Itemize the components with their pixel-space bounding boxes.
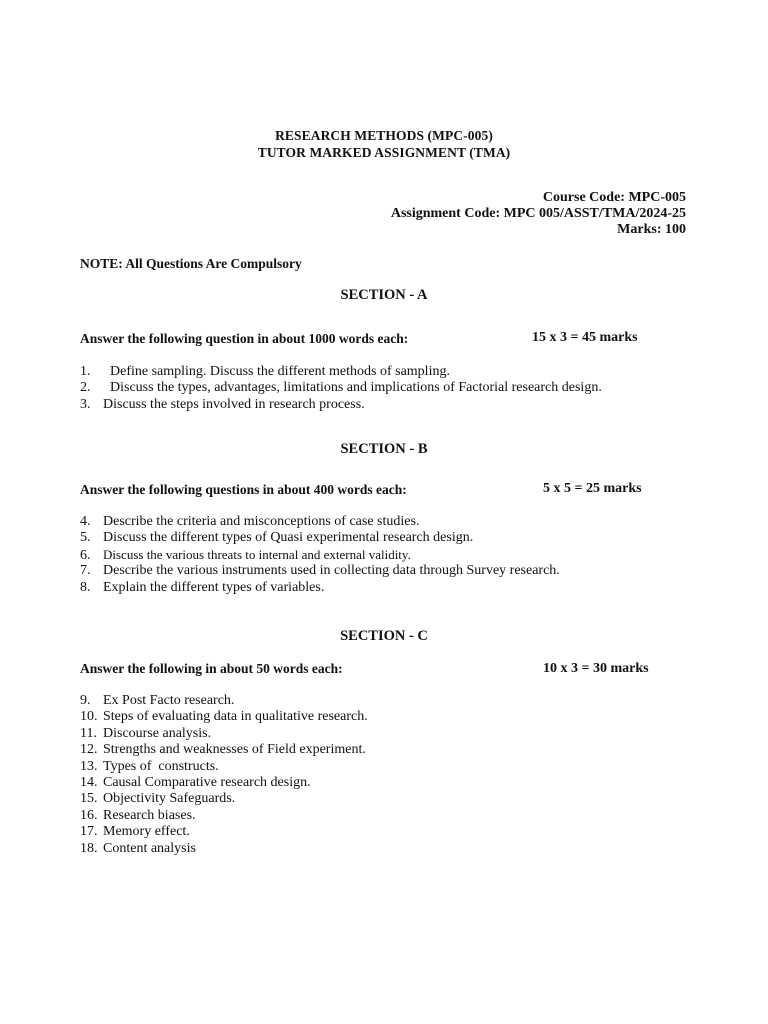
question-number: 10. xyxy=(80,709,98,725)
question-text: Strengths and weaknesses of Field experiment. xyxy=(103,742,366,758)
course-code: Course Code: MPC-005 xyxy=(542,190,686,205)
question-number: 4. xyxy=(80,514,91,529)
question-number: 16. xyxy=(80,807,98,823)
question-item xyxy=(80,580,560,596)
question-number: 17. xyxy=(80,824,98,840)
question-item xyxy=(80,759,368,775)
question-text: Describe the various instruments used in collecting data through Survey research. xyxy=(103,563,560,579)
question-item xyxy=(80,693,368,709)
question-text: Memory effect. xyxy=(103,824,190,840)
question-text: Explain the different types of variables. xyxy=(103,579,325,595)
question-item xyxy=(80,709,368,725)
section-b-instruction: Answer the following questions in about 400 words each: xyxy=(80,482,407,497)
question-number: 9. xyxy=(80,693,91,708)
section-c-questions xyxy=(80,693,368,857)
question-text: Discourse analysis. xyxy=(103,725,212,741)
question-text: Define sampling. Discuss the different methods of sampling. xyxy=(110,364,450,379)
question-item xyxy=(80,514,560,530)
question-item xyxy=(80,824,368,840)
section-a-marks: 15 x 3 = 45 marks xyxy=(532,330,638,345)
section-a-instruction: Answer the following question in about 1000 words each: xyxy=(80,331,409,346)
question-item xyxy=(80,841,368,857)
question-number: 14. xyxy=(80,774,98,790)
question-item xyxy=(80,775,368,791)
question-text: Discuss the various threats to internal and external validity. xyxy=(103,546,411,562)
document-title: RESEARCH METHODS (MPC-005) xyxy=(275,128,493,143)
total-marks: Marks: 100 xyxy=(617,222,686,237)
section-c-title: SECTION - C xyxy=(340,628,428,644)
question-number: 12. xyxy=(80,742,98,758)
section-c-marks: 10 x 3 = 30 marks xyxy=(543,661,649,676)
question-item xyxy=(80,364,602,380)
section-b-title: SECTION - B xyxy=(340,441,428,457)
question-number: 7. xyxy=(80,563,91,579)
question-text: Research biases. xyxy=(103,807,196,823)
question-item xyxy=(80,563,560,579)
question-text: Discuss the steps involved in research process. xyxy=(103,396,365,412)
question-number: 11. xyxy=(80,725,97,741)
document-subtitle: TUTOR MARKED ASSIGNMENT (TMA) xyxy=(257,145,511,160)
question-text: Content analysis xyxy=(103,840,196,856)
question-text: Discuss the different types of Quasi experimental research design. xyxy=(103,530,474,546)
question-number: 5. xyxy=(80,530,91,546)
question-item xyxy=(80,726,368,742)
question-text: Discuss the types, advantages, limitations and implications of Factorial research design. xyxy=(110,380,602,396)
question-text: Describe the criteria and misconceptions of case studies. xyxy=(103,514,420,529)
question-number: 13. xyxy=(80,758,98,774)
question-number: 2. xyxy=(80,380,91,396)
question-item xyxy=(80,530,560,546)
section-a-questions xyxy=(80,364,602,413)
question-item xyxy=(80,808,368,824)
question-item xyxy=(80,397,602,413)
question-text: Types of constructs. xyxy=(103,758,219,774)
question-item xyxy=(80,791,368,807)
question-number: 8. xyxy=(80,579,91,595)
note: NOTE: All Questions Are Compulsory xyxy=(80,256,302,271)
section-b-marks: 5 x 5 = 25 marks xyxy=(543,481,642,496)
question-item xyxy=(80,742,368,758)
question-text: Causal Comparative research design. xyxy=(103,774,311,790)
section-b-questions xyxy=(80,514,560,596)
question-text: Steps of evaluating data in qualitative research. xyxy=(103,709,368,725)
question-text: Objectivity Safeguards. xyxy=(103,791,236,807)
question-text: Ex Post Facto research. xyxy=(103,693,235,708)
assignment-code: Assignment Code: MPC 005/ASST/TMA/2024-25 xyxy=(390,206,686,221)
question-number: 15. xyxy=(80,791,98,807)
question-number: 1. xyxy=(80,364,91,379)
question-number: 6. xyxy=(80,547,91,563)
section-c-instruction: Answer the following in about 50 words each: xyxy=(80,661,343,676)
question-number: 3. xyxy=(80,396,91,412)
question-item xyxy=(80,380,602,396)
section-a-title: SECTION - A xyxy=(340,287,428,303)
question-number: 18. xyxy=(80,840,98,856)
question-item xyxy=(80,547,560,563)
